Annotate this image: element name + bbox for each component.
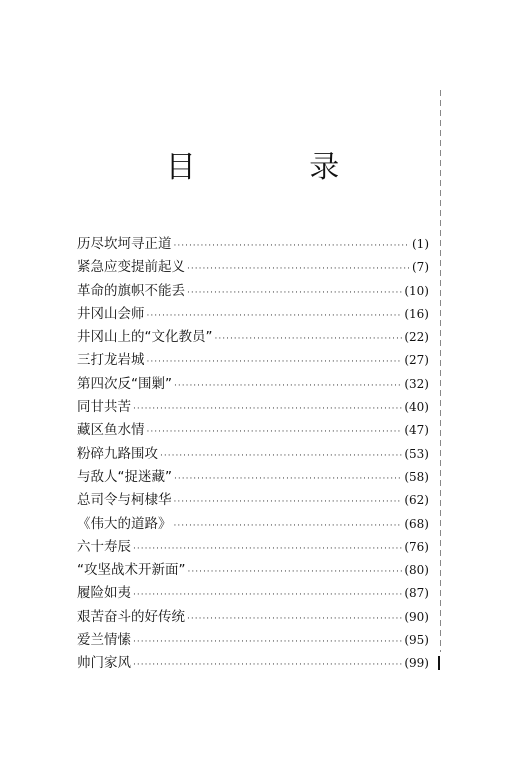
toc-entry-page: (40) — [404, 400, 429, 415]
toc-entry-page: (58) — [404, 469, 429, 484]
toc-entry-title: “攻坚战术开新面” — [77, 562, 186, 579]
toc-entry[interactable] — [77, 629, 429, 652]
toc-leader-dots — [187, 282, 402, 305]
toc-entry[interactable] — [77, 349, 429, 372]
toc-leader-dots — [187, 258, 410, 281]
toc-leader-dots — [133, 538, 402, 561]
toc-entry[interactable] — [77, 373, 429, 396]
toc-entry-title: 藏区鱼水情 — [77, 422, 145, 439]
toc-entry-title: 历尽坎坷寻正道 — [77, 236, 172, 252]
toc-entry[interactable] — [77, 256, 429, 279]
page-title: 目 录 — [165, 150, 392, 185]
toc-leader-dots — [174, 235, 411, 258]
toc-entry-page: (95) — [404, 633, 429, 648]
toc-entry-page: (27) — [404, 353, 429, 368]
toc-entry-title: 粉碎九路围攻 — [77, 445, 158, 462]
toc-entry-page: (68) — [404, 516, 429, 531]
toc-leader-dots — [174, 515, 403, 538]
toc-entry-page: (99) — [404, 656, 429, 671]
toc-entry-title: 《伟大的道路》 — [77, 515, 172, 532]
toc-entry-page: (87) — [404, 586, 429, 601]
toc-entry-page: (1) — [412, 237, 429, 251]
page-edge-mark — [438, 656, 440, 670]
toc-entry-title: 艰苦奋斗的好传统 — [77, 608, 185, 625]
toc-entry[interactable] — [77, 466, 429, 489]
toc-entry[interactable] — [77, 326, 429, 349]
toc-entry-title: 三打龙岩城 — [77, 352, 145, 369]
toc-entry-title: 井冈山上的“文化教员” — [77, 329, 213, 346]
toc-entry-page: (80) — [404, 563, 429, 578]
toc-entry[interactable] — [77, 559, 429, 582]
toc-entry[interactable] — [77, 582, 429, 605]
toc-leader-dots — [147, 351, 403, 374]
toc-entry-title: 第四次反“围剿” — [77, 375, 172, 392]
toc-entry[interactable] — [77, 489, 429, 512]
toc-leader-dots — [160, 445, 402, 468]
toc-entry[interactable] — [77, 396, 429, 419]
toc-leader-dots — [174, 375, 402, 398]
toc-entry-title: 帅门家风 — [77, 655, 131, 672]
toc-entry[interactable] — [77, 536, 429, 559]
toc-entry[interactable] — [77, 233, 429, 256]
toc-leader-dots — [147, 305, 403, 328]
toc-entry-title: 总司令与柯棣华 — [77, 492, 172, 509]
toc-entry-page: (22) — [404, 330, 429, 345]
toc-entry-page: (32) — [404, 376, 429, 391]
toc-leader-dots — [174, 468, 402, 491]
toc-entry-title: 同甘共苦 — [77, 399, 131, 416]
toc-entry-title: 革命的旗帜不能丢 — [77, 282, 185, 299]
toc-leader-dots — [174, 491, 403, 514]
toc-entry[interactable] — [77, 606, 429, 629]
toc-entry-page: (90) — [404, 609, 429, 624]
toc-entry-title: 与敌人“捉迷藏” — [77, 468, 172, 485]
toc-entry[interactable] — [77, 303, 429, 326]
table-of-contents — [77, 233, 429, 676]
toc-entry-title: 爱兰情愫 — [77, 632, 131, 649]
toc-entry-title: 六十寿辰 — [77, 538, 131, 555]
toc-entry-page: (10) — [404, 283, 429, 298]
toc-entry-page: (16) — [404, 306, 429, 321]
toc-entry[interactable] — [77, 443, 429, 466]
toc-leader-dots — [133, 398, 402, 421]
toc-entry[interactable] — [77, 419, 429, 442]
toc-entry-title: 井冈山会师 — [77, 305, 145, 322]
toc-entry-page: (62) — [404, 493, 429, 508]
toc-leader-dots — [133, 584, 402, 607]
toc-entry[interactable] — [77, 513, 429, 536]
toc-leader-dots — [215, 328, 403, 351]
toc-entry[interactable] — [77, 652, 429, 675]
toc-entry-title: 履险如夷 — [77, 585, 131, 602]
toc-entry-title: 紧急应变提前起义 — [77, 259, 185, 276]
toc-leader-dots — [133, 654, 402, 677]
toc-leader-dots — [133, 631, 402, 654]
toc-leader-dots — [188, 561, 403, 584]
toc-entry-page: (7) — [412, 260, 429, 275]
toc-entry[interactable] — [77, 280, 429, 303]
toc-entry-page: (53) — [404, 446, 429, 461]
toc-entry-page: (76) — [404, 539, 429, 554]
toc-leader-dots — [187, 608, 402, 631]
page-margin-rule — [440, 90, 441, 652]
toc-leader-dots — [147, 421, 403, 444]
toc-entry-page: (47) — [404, 423, 429, 438]
